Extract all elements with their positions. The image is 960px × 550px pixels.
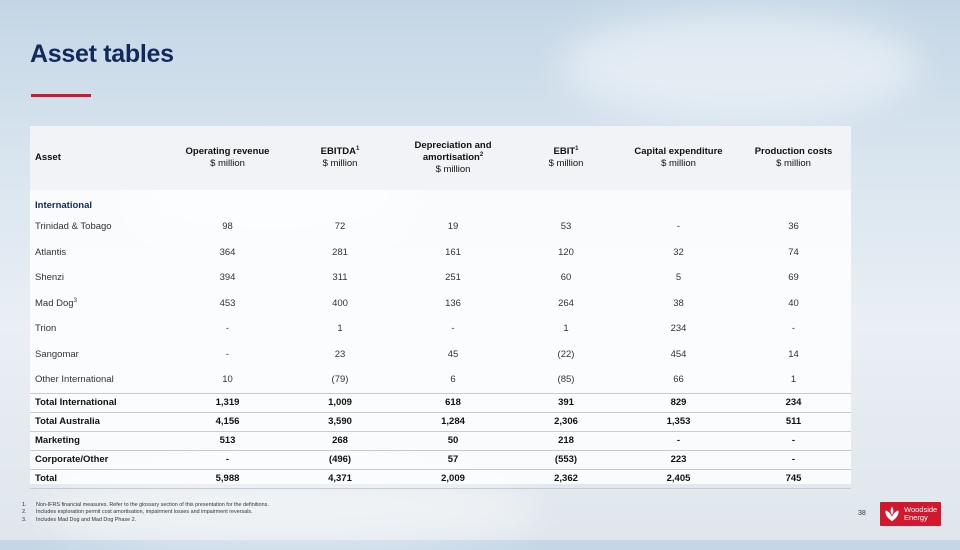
value-cell: 19 bbox=[447, 221, 459, 233]
asset-name-cell: Trion bbox=[35, 323, 57, 335]
value-cell: 66 bbox=[673, 374, 684, 386]
asset-name-cell: Shenzi bbox=[35, 272, 65, 284]
value-cell: 1,284 bbox=[395, 412, 511, 431]
total-row bbox=[30, 393, 851, 412]
value-cell: 4,371 bbox=[285, 469, 395, 488]
asset-name-cell: Atlantis bbox=[35, 246, 67, 258]
value-cell: 3,590 bbox=[285, 412, 395, 431]
value-cell: 2,405 bbox=[621, 469, 736, 488]
value-cell: (79) bbox=[331, 374, 349, 386]
value-cell: 511 bbox=[736, 412, 851, 431]
value-cell: 40 bbox=[788, 297, 799, 309]
value-cell: 38 bbox=[673, 297, 684, 309]
table-row bbox=[30, 367, 851, 393]
table-row bbox=[30, 240, 851, 266]
total-row bbox=[30, 431, 851, 450]
value-cell: 2,362 bbox=[511, 469, 621, 488]
asset-table bbox=[30, 126, 851, 489]
footnote: 1. Non-IFRS financial measures. Refer to the glossary section of this presentation for the definitions. bbox=[22, 502, 269, 508]
value-cell: 364 bbox=[219, 246, 236, 258]
value-cell: 264 bbox=[558, 297, 574, 309]
value-cell: 618 bbox=[395, 393, 511, 412]
table-row bbox=[30, 342, 851, 368]
value-cell: 14 bbox=[788, 348, 799, 360]
page-number: 38 bbox=[858, 510, 866, 517]
value-cell: (85) bbox=[557, 374, 575, 386]
value-cell: 281 bbox=[332, 246, 348, 258]
value-cell: - bbox=[451, 323, 455, 335]
column-header-capital-expenditure: Capital expenditure $ million bbox=[634, 146, 723, 169]
asset-name-cell: Other International bbox=[35, 374, 114, 386]
background-cloud bbox=[560, 10, 920, 120]
section-label: International bbox=[35, 199, 93, 211]
asset-name-cell: Marketing bbox=[30, 431, 170, 450]
value-cell: 136 bbox=[445, 297, 461, 309]
value-cell: 394 bbox=[219, 272, 236, 284]
value-cell: 1,009 bbox=[285, 393, 395, 412]
woodside-flower-icon bbox=[883, 505, 901, 523]
value-cell: (496) bbox=[285, 450, 395, 469]
value-cell: 10 bbox=[222, 374, 233, 386]
value-cell: 2,306 bbox=[511, 412, 621, 431]
value-cell: 69 bbox=[788, 272, 799, 284]
value-cell: 120 bbox=[558, 246, 574, 258]
column-header-production-costs: Production costs $ million bbox=[754, 146, 833, 169]
total-row bbox=[30, 469, 851, 488]
value-cell: 1,319 bbox=[170, 393, 285, 412]
value-cell: 72 bbox=[334, 221, 346, 233]
value-cell: (22) bbox=[557, 348, 575, 360]
table-row bbox=[30, 265, 851, 291]
asset-name-cell: Total Australia bbox=[30, 412, 170, 431]
table-row bbox=[30, 214, 851, 240]
value-cell: 98 bbox=[222, 221, 233, 233]
column-header-ebit: EBIT$^1$ $ million bbox=[548, 145, 584, 169]
value-cell: 161 bbox=[445, 246, 461, 258]
value-cell: 745 bbox=[736, 469, 851, 488]
value-cell: 57 bbox=[395, 450, 511, 469]
column-header-operating-revenue: Operating revenue $ million bbox=[185, 146, 270, 169]
value-cell: - bbox=[225, 348, 230, 360]
column-header-depreciation: Depreciation and amortisation$^2$ $ million bbox=[414, 140, 492, 175]
page-title: Asset tables bbox=[30, 40, 174, 68]
value-cell: 218 bbox=[511, 431, 621, 450]
column-header-ebitda: EBITDA$^1$ $ million bbox=[320, 145, 360, 169]
value-cell: 2,009 bbox=[395, 469, 511, 488]
value-cell: 251 bbox=[445, 272, 461, 284]
table-row bbox=[30, 291, 851, 317]
value-cell: 60 bbox=[560, 272, 572, 284]
value-cell: 400 bbox=[332, 297, 348, 309]
asset-name-cell: Corporate/Other bbox=[30, 450, 170, 469]
value-cell: 45 bbox=[447, 348, 459, 360]
value-cell: - bbox=[791, 323, 796, 335]
asset-name-cell: Trinidad & Tobago bbox=[35, 221, 112, 233]
footnotes bbox=[22, 502, 269, 524]
value-cell: 32 bbox=[673, 246, 684, 258]
value-cell: - bbox=[621, 431, 736, 450]
footnote: 2. Includes exploration permit cost amortisation, impairment losses and impairment reversals. bbox=[22, 509, 253, 516]
value-cell: - bbox=[736, 431, 851, 450]
value-cell: - bbox=[170, 450, 285, 469]
value-cell: 223 bbox=[621, 450, 736, 469]
total-row bbox=[30, 450, 851, 469]
table-header-row bbox=[30, 126, 851, 190]
value-cell: 1 bbox=[563, 323, 569, 335]
value-cell: 391 bbox=[511, 393, 621, 412]
value-cell: 454 bbox=[670, 348, 687, 360]
value-cell: 5,988 bbox=[170, 469, 285, 488]
value-cell: - bbox=[676, 221, 681, 233]
value-cell: 6 bbox=[450, 374, 456, 386]
value-cell: 23 bbox=[334, 348, 346, 360]
asset-name-cell: Total International bbox=[30, 393, 170, 412]
value-cell: 74 bbox=[788, 246, 799, 258]
section-row-international bbox=[30, 190, 851, 214]
woodside-logo bbox=[880, 502, 941, 526]
value-cell: 50 bbox=[395, 431, 511, 450]
value-cell: 1 bbox=[790, 374, 797, 386]
table-row bbox=[30, 316, 851, 342]
value-cell: 268 bbox=[285, 431, 395, 450]
logo-line-1: Woodside bbox=[904, 505, 938, 514]
footnote: 3. Includes Mad Dog and Mad Dog Phase 2. bbox=[22, 516, 137, 523]
value-cell: 513 bbox=[170, 431, 285, 450]
value-cell: 36 bbox=[788, 221, 799, 233]
value-cell: (553) bbox=[511, 450, 621, 469]
column-header-asset: Asset bbox=[35, 152, 61, 163]
asset-table-panel bbox=[30, 126, 851, 484]
total-row bbox=[30, 412, 851, 431]
value-cell: 1,353 bbox=[621, 412, 736, 431]
value-cell: 4,156 bbox=[170, 412, 285, 431]
logo-line-2: Energy bbox=[904, 513, 928, 522]
value-cell: 829 bbox=[621, 393, 736, 412]
asset-name-cell: Mad Dog$^3$ bbox=[35, 297, 77, 309]
value-cell: - bbox=[225, 323, 230, 335]
value-cell: 53 bbox=[560, 221, 572, 233]
value-cell: 5 bbox=[675, 272, 682, 284]
value-cell: 234 bbox=[736, 393, 851, 412]
asset-name-cell: Sangomar bbox=[35, 348, 79, 360]
value-cell: 311 bbox=[332, 272, 348, 284]
title-underline bbox=[31, 94, 91, 97]
asset-name-cell: Total bbox=[30, 469, 170, 488]
value-cell: 234 bbox=[670, 323, 687, 335]
value-cell: - bbox=[736, 450, 851, 469]
value-cell: 1 bbox=[337, 323, 343, 335]
value-cell: 453 bbox=[219, 297, 236, 309]
